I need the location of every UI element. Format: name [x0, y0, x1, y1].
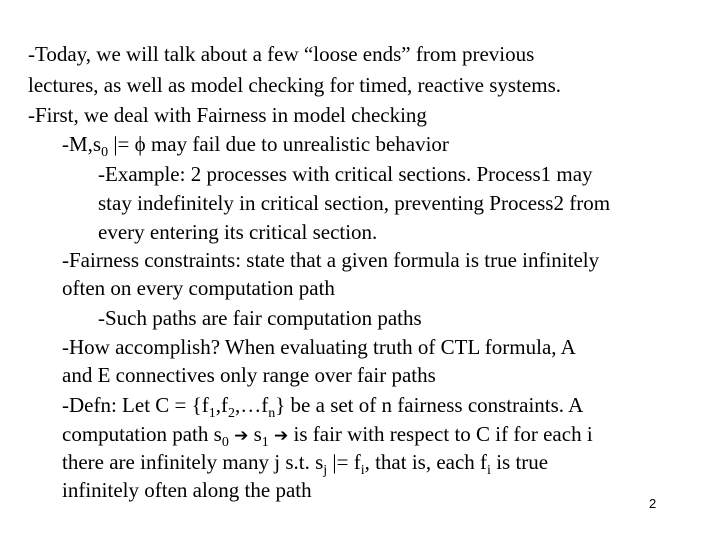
text-line: often on every computation path	[62, 276, 335, 300]
text-line: -Such paths are fair computation paths	[98, 306, 422, 330]
subscript: 2	[227, 406, 235, 421]
text-span: , that is, each f	[364, 450, 488, 474]
text-line	[62, 391, 583, 419]
text-line: -How accomplish? When evaluating truth of CTL formula, A	[62, 335, 576, 359]
subscript: 0	[221, 435, 229, 450]
text-line: every entering its critical section.	[98, 220, 378, 244]
text-line: -Today, we will talk about a few “loose ends” from previous	[28, 42, 535, 66]
text-span: |= f	[327, 450, 361, 474]
subscript: j	[323, 463, 328, 478]
text-line	[62, 130, 449, 158]
text-span: there are infinitely many j s.t. s	[62, 450, 324, 474]
text-line: and E connectives only range over fair paths	[62, 363, 436, 387]
arrow-icon: ➔	[234, 426, 249, 446]
text-line: -Fairness constraints: state that a given formula is true infinitely	[62, 248, 600, 272]
text-span: ,…f	[234, 393, 269, 417]
text-line: stay indefinitely in critical section, preventing Process2 from	[98, 191, 611, 215]
text-span: s	[248, 422, 262, 446]
text-line	[62, 420, 593, 450]
text-span: is fair with respect to C if for each i	[288, 422, 593, 446]
text-line	[62, 448, 548, 476]
subscript: n	[268, 406, 276, 421]
subscript: i	[360, 463, 365, 478]
text-span: computation path s	[62, 422, 222, 446]
text-span: |= ϕ may fail due to unrealistic behavior	[108, 132, 449, 156]
text-line: infinitely often along the path	[62, 478, 312, 502]
text-span: -Defn: Let C = {f	[62, 393, 209, 417]
subscript: 0	[101, 145, 109, 160]
text-line: lectures, as well as model checking for timed, reactive systems.	[28, 73, 561, 97]
text-span: -M,s	[62, 132, 102, 156]
text-span: is true	[490, 450, 549, 474]
page-number: 2	[649, 496, 657, 511]
text-span: ,f	[215, 393, 228, 417]
text-span: } be a set of n fairness constraints. A	[275, 393, 584, 417]
text-line: -First, we deal with Fairness in model checking	[28, 103, 427, 127]
subscript: 1	[208, 406, 216, 421]
text-line: -Example: 2 processes with critical sections. Process1 may	[98, 162, 593, 186]
arrow-icon: ➔	[274, 426, 289, 446]
subscript: 1	[261, 435, 269, 450]
subscript: i	[487, 463, 491, 478]
